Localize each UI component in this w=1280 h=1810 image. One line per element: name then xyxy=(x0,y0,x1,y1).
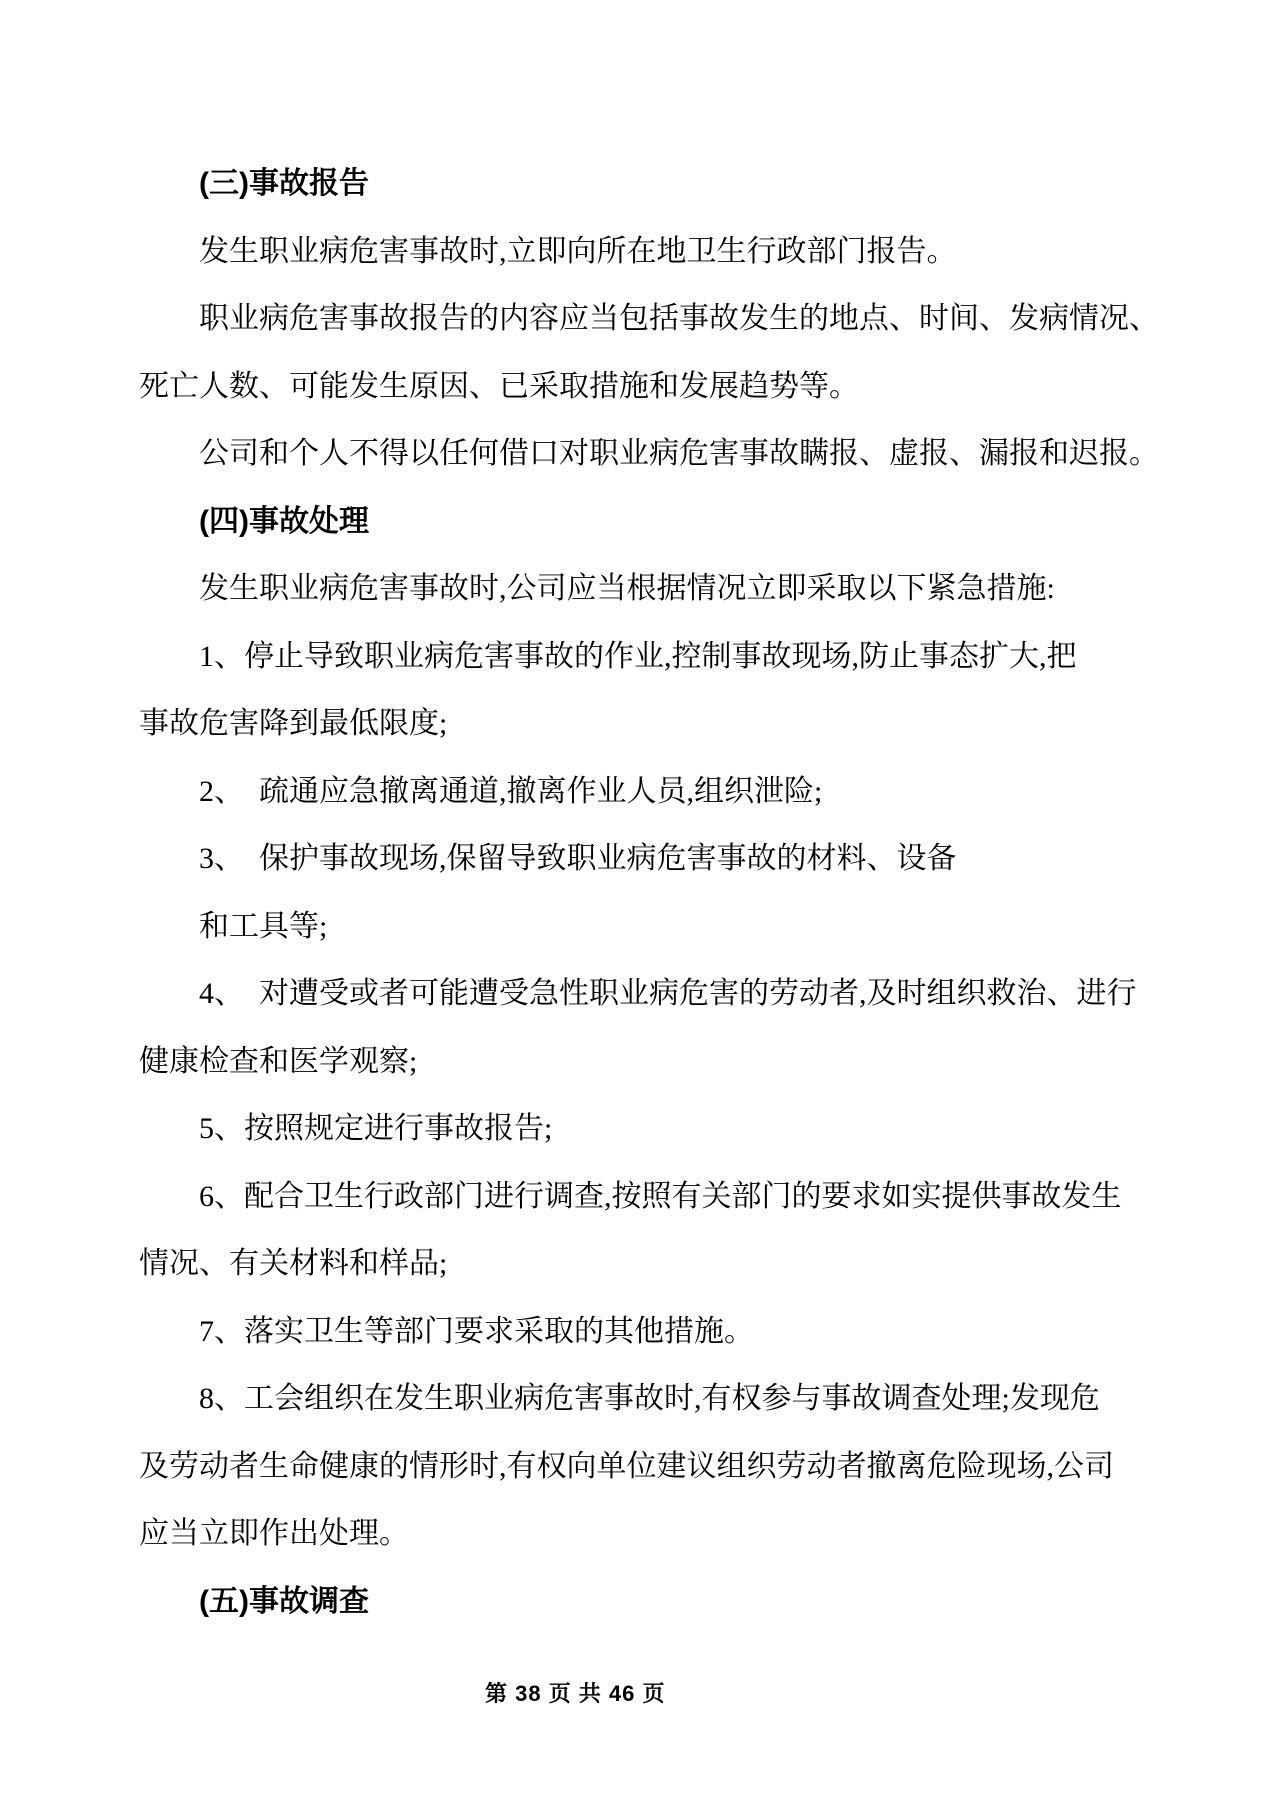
page-number-footer: 第 38 页 共 46 页 xyxy=(485,1681,666,1706)
text-line: 8、工会组织在发生职业病危害事故时,有权参与事故调查处理;发现危 xyxy=(199,1382,1100,1415)
text-line: 及劳动者生命健康的情形时,有权向单位建议组织劳动者撤离危险现场,公司 xyxy=(139,1449,1114,1483)
text-line: 5、按照规定进行事故报告; xyxy=(199,1112,553,1145)
text-line: 和工具等; xyxy=(199,909,328,943)
section-heading: (三)事故报告 xyxy=(199,167,369,200)
text-line: 3、 保护事故现场,保留导致职业病危害事故的材料、设备 xyxy=(199,842,957,875)
text-line: 健康检查和医学观察; xyxy=(139,1044,418,1078)
text-line: 死亡人数、可能发生原因、已采取措施和发展趋势等。 xyxy=(139,369,859,403)
text-line: 职业病危害事故报告的内容应当包括事故发生的地点、时间、发病情况、 xyxy=(199,302,1159,335)
section-heading: (四)事故处理 xyxy=(199,504,369,538)
section-heading: (五)事故调查 xyxy=(199,1584,369,1618)
text-line: 2、 疏通应急撤离通道,撤离作业人员,组织泄险; xyxy=(199,774,823,808)
text-line: 1、停止导致职业病危害事故的作业,控制事故现场,防止事态扩大,把 xyxy=(199,639,1077,673)
text-line: 应当立即作出处理。 xyxy=(139,1517,409,1550)
text-line: 事故危害降到最低限度; xyxy=(139,707,448,740)
text-line: 6、配合卫生行政部门进行调查,按照有关部门的要求如实提供事故发生 xyxy=(199,1179,1122,1213)
text-line: 情况、有关材料和样品; xyxy=(139,1247,448,1280)
text-line: 7、落实卫生等部门要求采取的其他措施。 xyxy=(199,1314,754,1348)
text-line: 4、 对遭受或者可能遭受急性职业病危害的劳动者,及时组织救治、进行 xyxy=(199,977,1137,1010)
text-line: 发生职业病危害事故时,公司应当根据情况立即采取以下紧急措施: xyxy=(199,572,1055,605)
document-body xyxy=(139,150,1161,1635)
text-line: 公司和个人不得以任何借口对职业病危害事故瞒报、虚报、漏报和迟报。 xyxy=(199,437,1159,470)
text-line: 发生职业病危害事故时,立即向所在地卫生行政部门报告。 xyxy=(199,234,957,268)
